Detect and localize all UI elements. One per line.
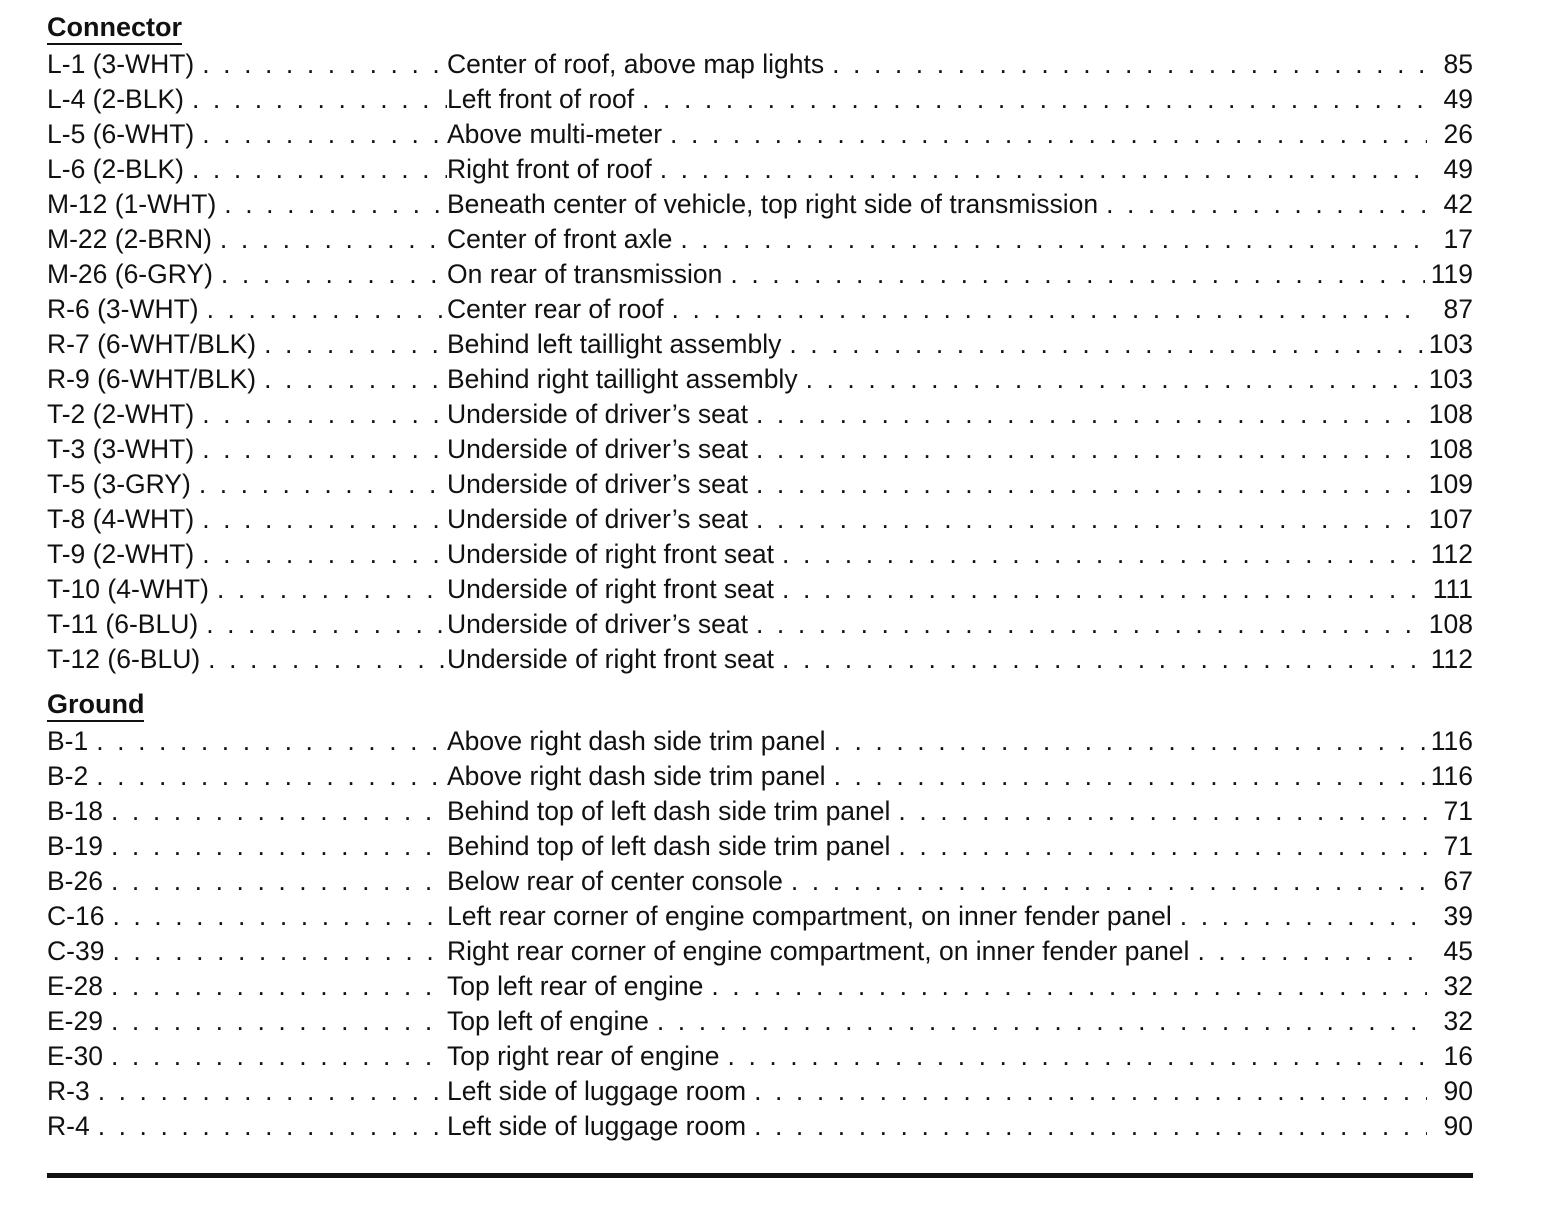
dot-leader (756, 432, 1423, 467)
dot-leader (642, 82, 1427, 117)
ground-location: Left side of luggage room (447, 1076, 747, 1106)
ground-heading: Ground (47, 687, 1473, 724)
location-cell (447, 47, 1473, 82)
connector-id: T-2 (2-WHT) (47, 399, 195, 429)
ground-page-number: 32 (1443, 1006, 1473, 1036)
ground-location: Left rear corner of engine compartment, on inner fender panel (447, 901, 1172, 931)
id-cell (47, 1004, 447, 1039)
id-cell (47, 117, 447, 152)
ground-page-number: 71 (1443, 831, 1473, 861)
connector-id: L-5 (6-WHT) (47, 119, 195, 149)
connector-location: Center of roof, above map lights (447, 49, 825, 79)
location-cell (447, 362, 1473, 397)
connector-id: R-9 (6-WHT/BLK) (47, 364, 257, 394)
dot-leader (1197, 934, 1427, 969)
ground-row (47, 1074, 1473, 1109)
dot-leader (756, 502, 1423, 537)
dot-leader (728, 1039, 1427, 1074)
ground-row (47, 724, 1473, 759)
id-cell (47, 572, 447, 607)
ground-id: B-1 (47, 726, 89, 756)
location-cell (447, 327, 1473, 362)
id-cell (47, 502, 447, 537)
dot-leader (754, 1074, 1427, 1109)
ground-page-number: 116 (1430, 761, 1473, 791)
ground-location: Top right rear of engine (447, 1041, 720, 1071)
dot-leader (791, 864, 1427, 899)
ground-page-number: 90 (1443, 1076, 1473, 1106)
dot-leader (220, 222, 447, 257)
connector-location: Center of front axle (447, 224, 673, 254)
connector-page-number: 49 (1443, 84, 1473, 114)
connector-page-number: 103 (1428, 364, 1473, 394)
connector-id: L-1 (3-WHT) (47, 49, 195, 79)
dot-leader (111, 1039, 447, 1074)
connector-location: Underside of right front seat (447, 539, 775, 569)
connector-heading: Connector (47, 10, 1473, 47)
location-cell (447, 794, 1473, 829)
location-cell (447, 152, 1473, 187)
ground-page-number: 116 (1430, 726, 1473, 756)
connector-location: Left front of roof (447, 84, 635, 114)
connector-row (47, 432, 1473, 467)
location-cell (447, 607, 1473, 642)
dot-leader (96, 724, 447, 759)
ground-location: Left side of luggage room (447, 1111, 747, 1141)
connector-row (47, 537, 1473, 572)
location-cell (447, 82, 1473, 117)
id-cell (47, 759, 447, 794)
location-cell (447, 572, 1473, 607)
connector-row (47, 607, 1473, 642)
location-cell (447, 117, 1473, 152)
ground-id: E-29 (47, 1006, 103, 1036)
location-cell (447, 1074, 1473, 1109)
connector-id: T-11 (6-BLU) (47, 609, 199, 639)
dot-leader (202, 117, 447, 152)
id-cell (47, 607, 447, 642)
connector-page-number: 109 (1428, 469, 1473, 499)
dot-leader (111, 969, 447, 1004)
ground-row (47, 1039, 1473, 1074)
connector-page-number: 107 (1428, 504, 1473, 534)
location-cell (447, 257, 1473, 292)
dot-leader (208, 642, 447, 677)
dot-leader (1106, 187, 1427, 222)
ground-page-number: 45 (1443, 936, 1473, 966)
connector-page-number: 119 (1430, 259, 1473, 289)
id-cell (47, 257, 447, 292)
dot-leader (96, 759, 447, 794)
location-cell (447, 934, 1473, 969)
connector-id: T-3 (3-WHT) (47, 434, 195, 464)
dot-leader (111, 829, 447, 864)
dot-leader (199, 467, 447, 502)
ground-location: Below rear of center console (447, 866, 783, 896)
id-cell (47, 432, 447, 467)
connector-id: R-6 (3-WHT) (47, 294, 199, 324)
id-cell (47, 292, 447, 327)
dot-leader (98, 1074, 447, 1109)
connector-page-number: 108 (1428, 434, 1473, 464)
dot-leader (756, 467, 1423, 502)
dot-leader (112, 899, 447, 934)
connector-id: L-6 (2-BLK) (47, 154, 184, 184)
ground-id: E-28 (47, 971, 103, 1001)
connector-row (47, 257, 1473, 292)
connector-row (47, 327, 1473, 362)
location-cell (447, 899, 1473, 934)
connector-id: T-10 (4-WHT) (47, 574, 209, 604)
connector-location: Underside of driver’s seat (447, 399, 748, 429)
dot-leader (221, 257, 447, 292)
location-cell (447, 397, 1473, 432)
location-cell (447, 292, 1473, 327)
ground-page-number: 39 (1443, 901, 1473, 931)
connector-location: Behind left taillight assembly (447, 329, 782, 359)
id-cell (47, 187, 447, 222)
ground-location: Right rear corner of engine compartment, on inner fender panel (447, 936, 1190, 966)
dot-leader (202, 432, 447, 467)
ground-page-number: 16 (1443, 1041, 1473, 1071)
location-cell (447, 537, 1473, 572)
connector-list (47, 47, 1473, 677)
connector-location: Underside of right front seat (447, 644, 775, 674)
dot-leader (834, 759, 1425, 794)
ground-id: E-30 (47, 1041, 103, 1071)
dot-leader (711, 969, 1427, 1004)
connector-row (47, 572, 1473, 607)
id-cell (47, 327, 447, 362)
id-cell (47, 152, 447, 187)
dot-leader (782, 572, 1427, 607)
connector-id: L-4 (2-BLK) (47, 84, 184, 114)
connector-location: Underside of driver’s seat (447, 434, 748, 464)
dot-leader (789, 327, 1422, 362)
connector-id: M-12 (1-WHT) (47, 189, 217, 219)
ground-row (47, 969, 1473, 1004)
connector-location: On rear of transmission (447, 259, 723, 289)
connector-page-number: 103 (1428, 329, 1473, 359)
location-cell (447, 222, 1473, 257)
id-cell (47, 537, 447, 572)
location-cell (447, 432, 1473, 467)
dot-leader (832, 47, 1427, 82)
bottom-rule (47, 1173, 1473, 1178)
dot-leader (111, 794, 447, 829)
ground-row (47, 829, 1473, 864)
ground-page-number: 90 (1443, 1111, 1473, 1141)
id-cell (47, 794, 447, 829)
connector-location: Beneath center of vehicle, top right side of transmission (447, 189, 1099, 219)
connector-page-number: 87 (1443, 294, 1473, 324)
ground-row (47, 794, 1473, 829)
connector-row (47, 292, 1473, 327)
connector-location: Right front of roof (447, 154, 652, 184)
dot-leader (206, 607, 447, 642)
connector-page-number: 108 (1428, 609, 1473, 639)
connector-row (47, 502, 1473, 537)
dot-leader (192, 152, 447, 187)
connector-row (47, 47, 1473, 82)
id-cell (47, 724, 447, 759)
connector-row (47, 222, 1473, 257)
dot-leader (202, 537, 447, 572)
dot-leader (730, 257, 1424, 292)
id-cell (47, 864, 447, 899)
connector-page-number: 49 (1443, 154, 1473, 184)
ground-id: B-19 (47, 831, 103, 861)
id-cell (47, 222, 447, 257)
id-cell (47, 47, 447, 82)
dot-leader (111, 1004, 447, 1039)
ground-page-number: 67 (1443, 866, 1473, 896)
dot-leader (806, 362, 1423, 397)
dot-leader (754, 1109, 1427, 1144)
connector-row (47, 187, 1473, 222)
dot-leader (672, 292, 1427, 327)
connector-page-number: 111 (1432, 574, 1473, 604)
ground-location: Above right dash side trim panel (447, 761, 826, 791)
location-cell (447, 724, 1473, 759)
dot-leader (657, 1004, 1427, 1039)
dot-leader (680, 222, 1427, 257)
ground-location: Behind top of left dash side trim panel (447, 796, 891, 826)
connector-location: Above multi-meter (447, 119, 663, 149)
connector-id: M-22 (2-BRN) (47, 224, 212, 254)
connector-id: T-9 (2-WHT) (47, 539, 195, 569)
dot-leader (782, 537, 1425, 572)
dot-leader (1180, 899, 1427, 934)
ground-id: B-2 (47, 761, 89, 791)
connector-row (47, 117, 1473, 152)
dot-leader (660, 152, 1427, 187)
id-cell (47, 642, 447, 677)
id-cell (47, 969, 447, 1004)
document-page (47, 10, 1473, 1144)
connector-row (47, 642, 1473, 677)
connector-row (47, 82, 1473, 117)
connector-page-number: 42 (1443, 189, 1473, 219)
location-cell (447, 502, 1473, 537)
id-cell (47, 82, 447, 117)
location-cell (447, 759, 1473, 794)
connector-location: Underside of driver’s seat (447, 469, 748, 499)
ground-page-number: 71 (1443, 796, 1473, 826)
connector-id: T-12 (6-BLU) (47, 644, 201, 674)
dot-leader (756, 397, 1423, 432)
ground-row (47, 934, 1473, 969)
connector-row (47, 362, 1473, 397)
connector-location: Underside of driver’s seat (447, 504, 748, 534)
connector-id: T-8 (4-WHT) (47, 504, 195, 534)
dot-leader (264, 327, 447, 362)
ground-row (47, 1109, 1473, 1144)
dot-leader (898, 794, 1427, 829)
location-cell (447, 864, 1473, 899)
location-cell (447, 467, 1473, 502)
id-cell (47, 467, 447, 502)
dot-leader (207, 292, 447, 327)
ground-id: B-26 (47, 866, 103, 896)
id-cell (47, 934, 447, 969)
connector-id: R-7 (6-WHT/BLK) (47, 329, 257, 359)
id-cell (47, 829, 447, 864)
connector-location: Underside of driver’s seat (447, 609, 748, 639)
dot-leader (111, 864, 447, 899)
dot-leader (98, 1109, 447, 1144)
location-cell (447, 642, 1473, 677)
ground-id: B-18 (47, 796, 103, 826)
connector-location: Underside of right front seat (447, 574, 775, 604)
location-cell (447, 969, 1473, 1004)
id-cell (47, 362, 447, 397)
dot-leader (224, 187, 447, 222)
dot-leader (192, 82, 447, 117)
connector-id: M-26 (6-GRY) (47, 259, 213, 289)
connector-page-number: 85 (1443, 49, 1473, 79)
connector-row (47, 467, 1473, 502)
dot-leader (898, 829, 1427, 864)
connector-page-number: 112 (1430, 539, 1473, 569)
connector-page-number: 112 (1430, 644, 1473, 674)
ground-location: Top left of engine (447, 1006, 649, 1036)
connector-row (47, 152, 1473, 187)
location-cell (447, 1039, 1473, 1074)
ground-row (47, 899, 1473, 934)
connector-location: Center rear of roof (447, 294, 664, 324)
ground-location: Above right dash side trim panel (447, 726, 826, 756)
ground-row (47, 1004, 1473, 1039)
ground-page-number: 32 (1443, 971, 1473, 1001)
dot-leader (834, 724, 1425, 759)
connector-page-number: 26 (1443, 119, 1473, 149)
ground-row (47, 864, 1473, 899)
id-cell (47, 397, 447, 432)
ground-id: R-4 (47, 1111, 90, 1141)
dot-leader (202, 397, 447, 432)
id-cell (47, 1039, 447, 1074)
ground-id: C-39 (47, 936, 105, 966)
connector-page-number: 108 (1428, 399, 1473, 429)
id-cell (47, 899, 447, 934)
dot-leader (112, 934, 447, 969)
location-cell (447, 1109, 1473, 1144)
location-cell (447, 829, 1473, 864)
dot-leader (670, 117, 1427, 152)
ground-list (47, 724, 1473, 1144)
dot-leader (217, 572, 447, 607)
id-cell (47, 1074, 447, 1109)
dot-leader (782, 642, 1425, 677)
dot-leader (202, 502, 447, 537)
dot-leader (264, 362, 447, 397)
id-cell (47, 1109, 447, 1144)
connector-id: T-5 (3-GRY) (47, 469, 191, 499)
location-cell (447, 187, 1473, 222)
ground-row (47, 759, 1473, 794)
dot-leader (756, 607, 1423, 642)
ground-location: Behind top of left dash side trim panel (447, 831, 891, 861)
location-cell (447, 1004, 1473, 1039)
connector-location: Behind right taillight assembly (447, 364, 798, 394)
ground-id: R-3 (47, 1076, 90, 1106)
ground-location: Top left rear of engine (447, 971, 704, 1001)
connector-page-number: 17 (1443, 224, 1473, 254)
ground-id: C-16 (47, 901, 105, 931)
connector-row (47, 397, 1473, 432)
dot-leader (202, 47, 447, 82)
